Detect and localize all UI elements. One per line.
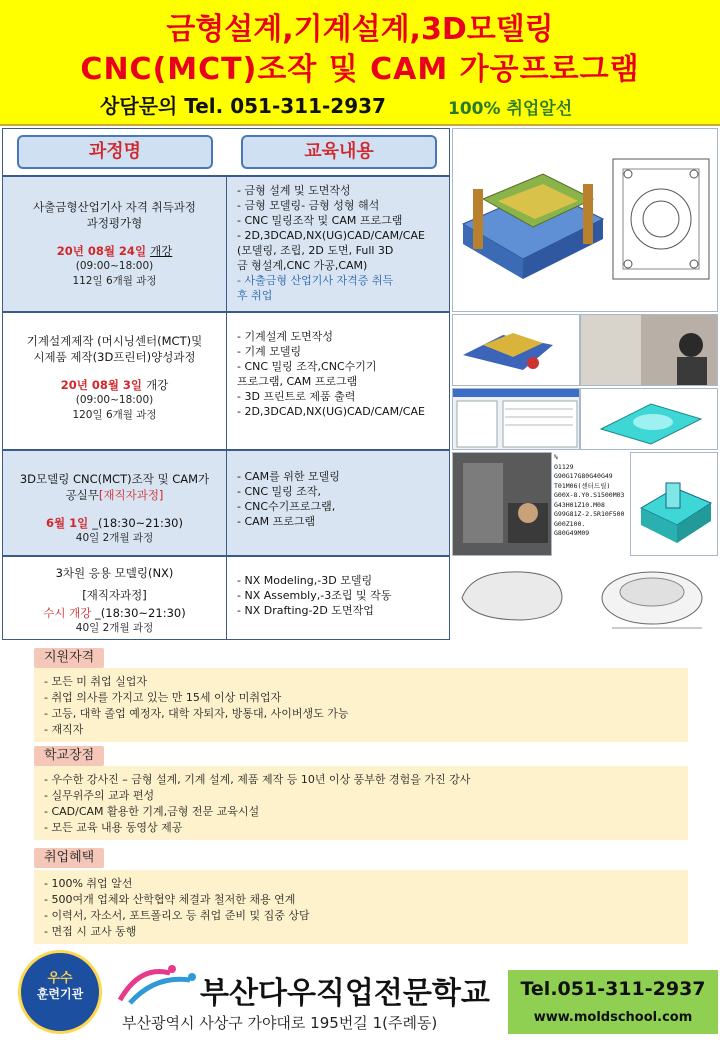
- cnc-machine-photo: [452, 452, 552, 556]
- contact-phone: Tel.051-311-2937: [520, 978, 706, 1000]
- training-institute-badge: [18, 950, 102, 1034]
- table-row: [2, 450, 450, 556]
- start-date: 수시 개강: [43, 606, 92, 620]
- course-title: 사출금형산업기사 자격 취득과정: [33, 200, 196, 214]
- section-label-benefits: 취업혜택: [34, 848, 104, 868]
- course-title: 3차원 응용 모델링(NX): [55, 566, 174, 580]
- start-date: 20년 08월 3일: [60, 378, 143, 392]
- section-box-eligibility: [34, 668, 688, 742]
- course-tag: [재직자과정]: [98, 488, 164, 502]
- course-title: 3D모델링 CNC(MCT)조작 및 CAM가: [19, 472, 210, 486]
- mold-design-image: [452, 128, 718, 312]
- course-cell: 3차원 응용 모델링(NX) [재직자과정] 수시 개강 _(18:30~21:30) 40일 2개월 과정: [3, 557, 227, 639]
- list-item: - 재직자: [44, 723, 84, 736]
- list-item: - 우수한 강사진 – 금형 설계, 기계 설계, 제품 제작 등 10년 이상 풍부한 경험을 가진 강사: [44, 773, 471, 786]
- title-line-1: 금형설계,기계설계,3D모델링: [166, 12, 554, 47]
- cam-part-image: [630, 452, 718, 556]
- list-item: - 100% 취업 알선: [44, 877, 133, 890]
- header-banner: [0, 0, 720, 126]
- course-cell: 사출금형산업기사 자격 취득과정 과정평가형 20년 08월 24일 개강 (09:00~18:00) 112일 6개월 과정: [3, 177, 227, 311]
- content-cell: - 기계설계 도면작성 - 기계 모델링 - CNC 밀링 조작,CNC수기기 프로그램, CAM 프로그램 - 3D 프린트로 제품 출력 - 2D,3DCAD,NX(UG)CAD/CAM/CAE: [237, 330, 425, 418]
- section-label-advantages: 학교장점: [34, 746, 104, 766]
- list-item: - 모든 미 취업 실업자: [44, 675, 147, 688]
- column-content: 교육내용: [241, 135, 437, 169]
- column-course-name: 과정명: [17, 135, 213, 169]
- course-duration: 40일 2개월 과정: [75, 622, 154, 634]
- school-address: 부산광역시 사상구 가야대로 195번길 1(주례동): [122, 1014, 438, 1032]
- section-label-eligibility: 지원자격: [34, 648, 104, 668]
- list-item: - 고등, 대학 졸업 예정자, 대학 자퇴자, 방통대, 사이버생도 가능: [44, 707, 349, 720]
- school-logo-icon: [110, 955, 200, 1010]
- list-item: - 모든 교육 내용 동영상 제공: [44, 821, 183, 834]
- content-cell: - 금형 설계 및 도면작성 - 금형 모델링- 금형 성형 해석 - CNC 밀링조작 및 CAM 프로그램 - 2D,3DCAD,NX(UG)CAD/CAM/CAE (모델링, 조립, 2D 도면, Full 3D 금 형설계,CNC 가공,CAM) - 사출금형 산업기사 자격증 취득 후 취업: [227, 177, 449, 311]
- course-title: 기계설계제작 (머시닝센터(MCT)및: [26, 334, 203, 348]
- contact-box: [508, 970, 718, 1034]
- list-item: - 취업 의사를 가지고 있는 만 15세 이상 미취업자: [44, 691, 282, 704]
- gcode-listing: % O1129 G90G17G80G40G49 T01M06(센터드릴) G00X-8.Y0.S1500M03 G43H01Z10.M08 G99G81Z-2.5R10F500 G00Z100. G80G49M09: [552, 452, 630, 556]
- website-link[interactable]: www.moldschool.com: [533, 1010, 693, 1025]
- course-tag: [재직자과정]: [82, 588, 147, 602]
- section-box-benefits: [34, 870, 688, 944]
- course-time: (09:00~18:00): [75, 260, 154, 272]
- course-time: (09:00~18:00): [75, 394, 154, 406]
- course-duration: 112일 6개월 과정: [72, 275, 157, 287]
- list-item: - 면접 시 교사 동행: [44, 925, 137, 938]
- employment-badge: 100% 취업알선: [448, 99, 573, 119]
- start-date: 6월 1일: [46, 516, 89, 530]
- workshop-photo: [580, 314, 718, 386]
- assembly-model-image: [452, 314, 580, 386]
- badge-top-text: 우수: [47, 971, 73, 986]
- consult-phone: 상담문의 Tel. 051-311-2937: [100, 94, 386, 118]
- course-duration: 120일 6개월 과정: [72, 409, 157, 421]
- content-cell: - NX Modeling,-3D 모델링 - NX Assembly,-3조립 및 작동 - NX Drafting-2D 도면작업: [237, 574, 392, 617]
- nx-model-image: [452, 558, 718, 640]
- start-date: 20년 08월 24일: [56, 244, 147, 258]
- course-subtitle: 과정평가형: [86, 216, 143, 230]
- list-item: - CAD/CAM 활용한 기계,금형 전문 교육시설: [44, 805, 260, 818]
- school-name: 부산다우직업전문학교: [200, 976, 490, 1011]
- course-cell: 기계설계제작 (머시닝센터(MCT)및 시제품 제작(3D프린터)양성과정 20년 08월 3일 개강 (09:00~18:00) 120일 6개월 과정: [3, 313, 227, 449]
- course-subtitle: 공실무: [65, 488, 99, 502]
- list-item: - 500여개 업체와 산학협약 체결과 철저한 채용 연계: [44, 893, 296, 906]
- section-box-advantages: [34, 766, 688, 840]
- content-cell: - CAM를 위한 모델링 - CNC 밀링 조작, - CNC수기프로그램, - CAM 프로그램: [227, 451, 449, 555]
- cam-toolpath-image: [580, 388, 718, 450]
- title-line-2: CNC(MCT)조작 및 CAM 가공프로그램: [80, 52, 640, 87]
- course-cell: 3D모델링 CNC(MCT)조작 및 CAM가 공실무[재직자과정] 6월 1일 _(18:30~21:30) 40일 2개월 과정: [3, 451, 227, 555]
- table-header: [2, 128, 450, 176]
- course-duration: 40일 2개월 과정: [75, 532, 154, 544]
- badge-main-text: 훈련기관: [36, 987, 84, 1001]
- cad-software-screenshot: [452, 388, 580, 450]
- table-row: [2, 556, 450, 640]
- list-item: - 실무위주의 교과 편성: [44, 789, 155, 802]
- table-row: [2, 312, 450, 450]
- list-item: - 이력서, 자소서, 포트폴리오 등 취업 준비 및 집중 상담: [44, 909, 310, 922]
- course-subtitle: 시제품 제작(3D프린터)양성과정: [33, 350, 196, 364]
- table-row: [2, 176, 450, 312]
